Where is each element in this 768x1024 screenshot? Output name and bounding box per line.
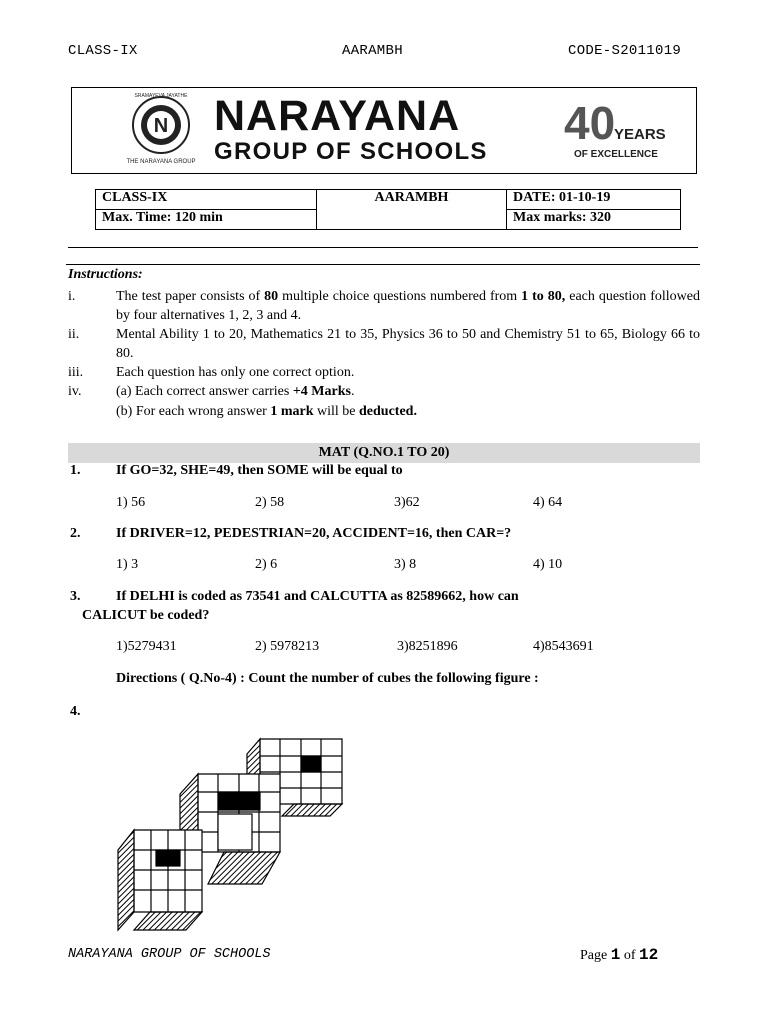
instruction-text: (a) Each correct answer carries (116, 384, 293, 399)
date-cell: DATE: 01-10-19 (507, 190, 681, 210)
brand-subtitle: GROUP OF SCHOOLS (214, 138, 488, 165)
time-cell: Max. Time: 120 min (96, 210, 317, 230)
instruction-bold: 1 to 80, (521, 289, 566, 304)
question-number: 4. (70, 704, 81, 719)
instruction-text: will be (313, 404, 360, 419)
divider (68, 247, 698, 248)
option: 3)62 (394, 495, 420, 510)
question-text-continued: CALICUT be coded? (82, 608, 210, 623)
instruction-text: . (350, 384, 355, 399)
question-text: If GO=32, SHE=49, then SOME will be equal to (116, 463, 403, 478)
badge-years: YEARS (614, 126, 666, 143)
instruction-number: iv. (68, 384, 82, 399)
header-title: AARAMBH (342, 43, 403, 59)
svg-text:N: N (153, 115, 169, 137)
instruction-bold: 1 mark (270, 404, 314, 419)
header-class: CLASS-IX (68, 43, 138, 59)
instruction-item (68, 402, 700, 421)
page-number: 1 (610, 946, 621, 964)
instruction-text: (b) For each wrong answer (116, 404, 271, 419)
forty-years-badge-icon (560, 95, 666, 167)
marks-cell: Max marks: 320 (507, 210, 681, 230)
footer-school-name: NARAYANA GROUP OF SCHOOLS (68, 947, 271, 962)
badge-number: 40 (564, 97, 616, 149)
instruction-text: each question followed by four alternatives 1, 2, 3 and 4. (116, 289, 700, 323)
section-title: MAT (Q.NO.1 TO 20) (68, 443, 700, 463)
instruction-bold: +4 Marks (292, 384, 351, 399)
school-banner (71, 87, 697, 174)
instruction-bold: 80 (264, 289, 279, 304)
option: 4)8543691 (533, 639, 594, 654)
class-cell: CLASS-IX (96, 190, 317, 210)
instruction-number: iii. (68, 365, 84, 380)
brand-name: NARAYANA (214, 92, 461, 140)
page-total: 12 (639, 946, 659, 964)
emblem-caption: THE NARAYANA GROUP (126, 159, 196, 165)
question-text: If DRIVER=12, PEDESTRIAN=20, ACCIDENT=16, then CAR=? (116, 526, 512, 541)
directions-text: Directions ( Q.No-4) : Count the number of cubes the following figure : (116, 671, 539, 686)
cube-figure-icon (112, 734, 347, 930)
option: 2) 5978213 (255, 639, 320, 654)
instruction-text: Mental Ability 1 to 20, Mathematics 21 to 35, Physics 36 to 50 and Chemistry 51 to 65, Biology 66 to 80. (116, 327, 700, 361)
question-number: 3. (70, 589, 81, 604)
question-number: 2. (70, 526, 81, 541)
page-indicator (580, 946, 658, 964)
instruction-number: i. (68, 289, 76, 304)
option: 3) 8 (394, 557, 417, 572)
option: 1) 56 (116, 495, 146, 510)
option: 4) 64 (533, 495, 563, 510)
instruction-item (68, 382, 700, 401)
emblem-motto: SRAMAYEVA JAYATHE (134, 93, 188, 99)
option: 3)8251896 (397, 639, 458, 654)
option: 2) 58 (255, 495, 285, 510)
of-label: of (623, 948, 636, 963)
logo-area (115, 89, 670, 171)
instruction-text: Each question has only one correct option. (116, 365, 355, 380)
page-label: Page (580, 948, 608, 963)
option: 1)5279431 (116, 639, 177, 654)
instruction-bold: deducted. (359, 404, 417, 419)
badge-excellence: OF EXCELLENCE (574, 149, 658, 160)
instruction-text: multiple choice questions numbered from (278, 289, 522, 304)
question-text: If DELHI is coded as 73541 and CALCUTTA as 82589662, how can (116, 589, 519, 604)
divider (66, 264, 700, 265)
test-name-cell: AARAMBH (317, 190, 507, 210)
option: 2) 6 (255, 557, 278, 572)
option: 4) 10 (533, 557, 563, 572)
exam-info-table (95, 189, 681, 230)
instruction-item (68, 287, 700, 325)
question-number: 1. (70, 463, 81, 478)
option: 1) 3 (116, 557, 139, 572)
instruction-item (68, 363, 700, 382)
instruction-item (68, 325, 700, 363)
instruction-text: The test paper consists of (116, 289, 265, 304)
narayana-emblem-icon (115, 89, 207, 169)
instruction-number: ii. (68, 327, 80, 342)
instructions-title: Instructions: (68, 267, 143, 282)
empty-cell (317, 210, 507, 230)
header-code: CODE-S2011019 (568, 43, 682, 59)
